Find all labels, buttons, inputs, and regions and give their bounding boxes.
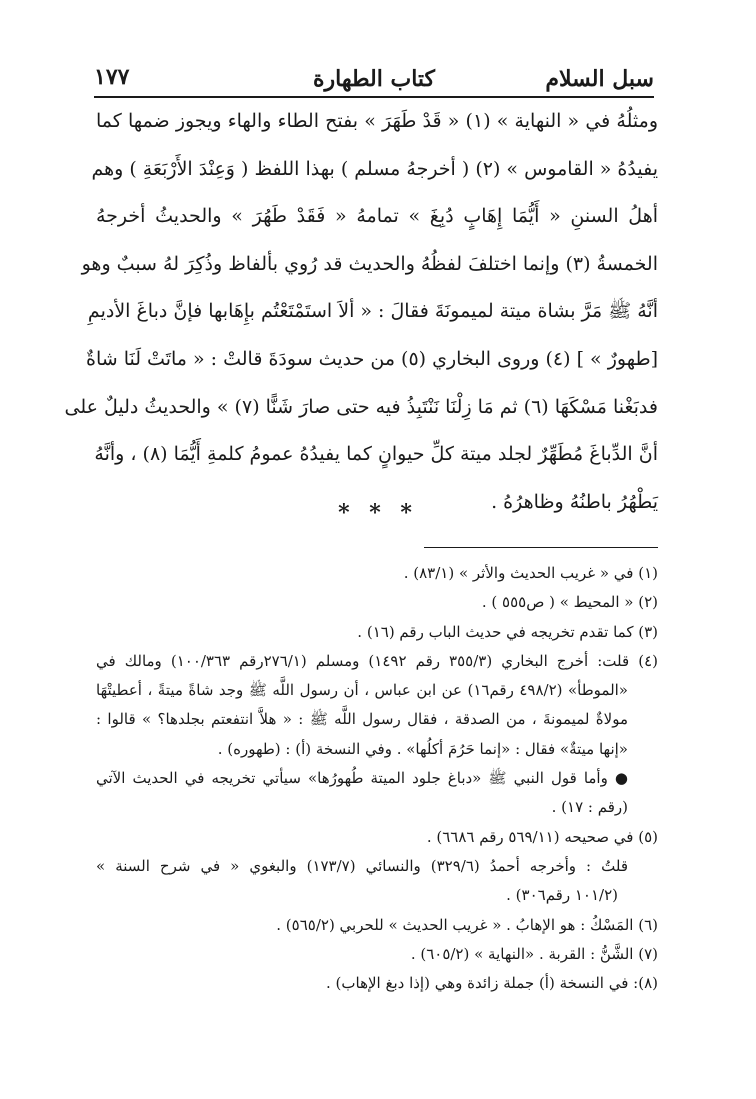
footnote-line: (٢) « المحيط » ( ص٥٥٥ ) . bbox=[481, 593, 658, 612]
text-line: ومثلُهُ في « النهاية » (١) « قَدْ طَهَرَ » بفتح الطاء والهاء ويجوز ضمها كما bbox=[96, 110, 658, 132]
section-separator: * * * bbox=[338, 500, 418, 526]
book-title: سبل السلام bbox=[545, 66, 654, 92]
footnote-line: (١) في « غريب الحديث والأثر » (٨٣/١) . bbox=[403, 564, 658, 582]
header-rule bbox=[94, 96, 654, 98]
footnotes bbox=[96, 566, 658, 1005]
footnote-line: (٦) المَسْكُ : هو الإهابُ . « غريب الحديث » للحربي (٥٦٥/٢) . bbox=[276, 915, 658, 934]
footnote-rule bbox=[424, 547, 658, 548]
footnote-line: «إنها ميتةٌ» فقال : «إنما حَرُمَ أكلُها» . وفي النسخة (أ) : (طهوره) . bbox=[217, 739, 628, 758]
footnote-line: (رقم : ١٧) . bbox=[551, 798, 628, 817]
text-line: أنَّهُ ﷺ مَرَّ بشاة ميتة لميمونَةَ فقالَ : « ألاَ استَمْتَعْتُم بإِهَابها فإنَّ دباغَ الأديمِ bbox=[87, 300, 658, 323]
text-line: فدبَغْنا مَسْكَهَا (٦) ثم مَا زِلْنَا نَنْتَبِذُ فيه حتى صارَ شَنًّا (٧) » والحديثُ دليلٌ على bbox=[64, 395, 658, 418]
main-text bbox=[64, 110, 658, 540]
text-line: [طهورٌ » ] (٤) وروى البخاري (٥) من حديث سودَةَ قالتْ : « ماتَتْ لَنَا شاةٌ bbox=[86, 347, 658, 370]
footnote-line: مولاةٌ لميمونةَ ، من الصدقة ، فقال رسول اللَّه ﷺ : « هلاَّ انتفعتم بجلدها؟ » قالوا : bbox=[96, 710, 628, 729]
text-line: يفيدُهُ « القاموس » (٢) ( أخرجهُ مسلم ) بهذا اللفظ ( وَعِنْدَ الأَرْبَعَةِ ) وهم bbox=[91, 157, 658, 180]
footnote-line: قلتُ : وأخرجه أحمدُ (٣٢٩/٦) والنسائي (١٧٣/٧) والبغوي « في شرح السنة » bbox=[96, 856, 628, 875]
footnote-line: (٥) في صحيحه (٥٦٩/١١ رقم ٦٦٨٦) . bbox=[426, 827, 658, 846]
text-line: يَطْهُرُ باطنُهُ وظاهرُهُ . bbox=[491, 490, 658, 513]
footnote-line: ● وأما قول النبي ﷺ «دباغ جلود الميتة طُهورُها» سيأتي تخريجه في الحديث الآتي bbox=[96, 769, 628, 788]
footnote-line: «الموطأ» (٤٩٨/٢ رقم١٦) عن ابن عباس ، أن رسول اللَّه ﷺ وجد شاةً ميتةً ، أعطيتْهَا bbox=[96, 681, 628, 700]
text-line: أنَّ الدِّباغَ مُطَهِّرٌ لجلد ميتة كلِّ حيوانٍ كما يفيدُهُ عمومُ كلمةِ أَيُّمَا (٨) ، وأنَّهُ bbox=[94, 443, 658, 466]
page-number: ١٧٧ bbox=[94, 64, 130, 90]
footnote-line: (١٠١/٢ رقم٣٠٦) . bbox=[506, 886, 618, 905]
footnote-line: (٤) قلت: أخرج البخاري (٣٥٥/٣ رقم ١٤٩٢) ومسلم (٢٧٦/١رقم ١٠٠/٣٦٣) ومالك في bbox=[96, 651, 658, 670]
page-header bbox=[94, 62, 654, 96]
footnote-line: (٣) كما تقدم تخريجه في حديث الباب رقم (١٦) . bbox=[357, 622, 658, 641]
chapter-title: كتاب الطهارة bbox=[312, 66, 436, 92]
text-line: أهلُ السننِ « أَيُّمَا إِهَابٍ دُبِغَ » تمامهُ « فَقَدْ طَهُرَ » والحديثُ أخرجهُ bbox=[96, 205, 658, 228]
footnote-line: (٧) الشَّنُّ : القربة . «النهاية » (٦٠٥/٢) . bbox=[410, 944, 658, 963]
text-line: الخمسةُ (٣) وإنما اختلفَ لفظُهُ والحديث قد رُوي بألفاظ وذُكِرَ لهُ سببٌ وهو bbox=[81, 252, 658, 275]
footnote-line: (٨): في النسخة (أ) جملة زائدة وهي (إذا دبغ الإهاب) . bbox=[326, 974, 658, 993]
